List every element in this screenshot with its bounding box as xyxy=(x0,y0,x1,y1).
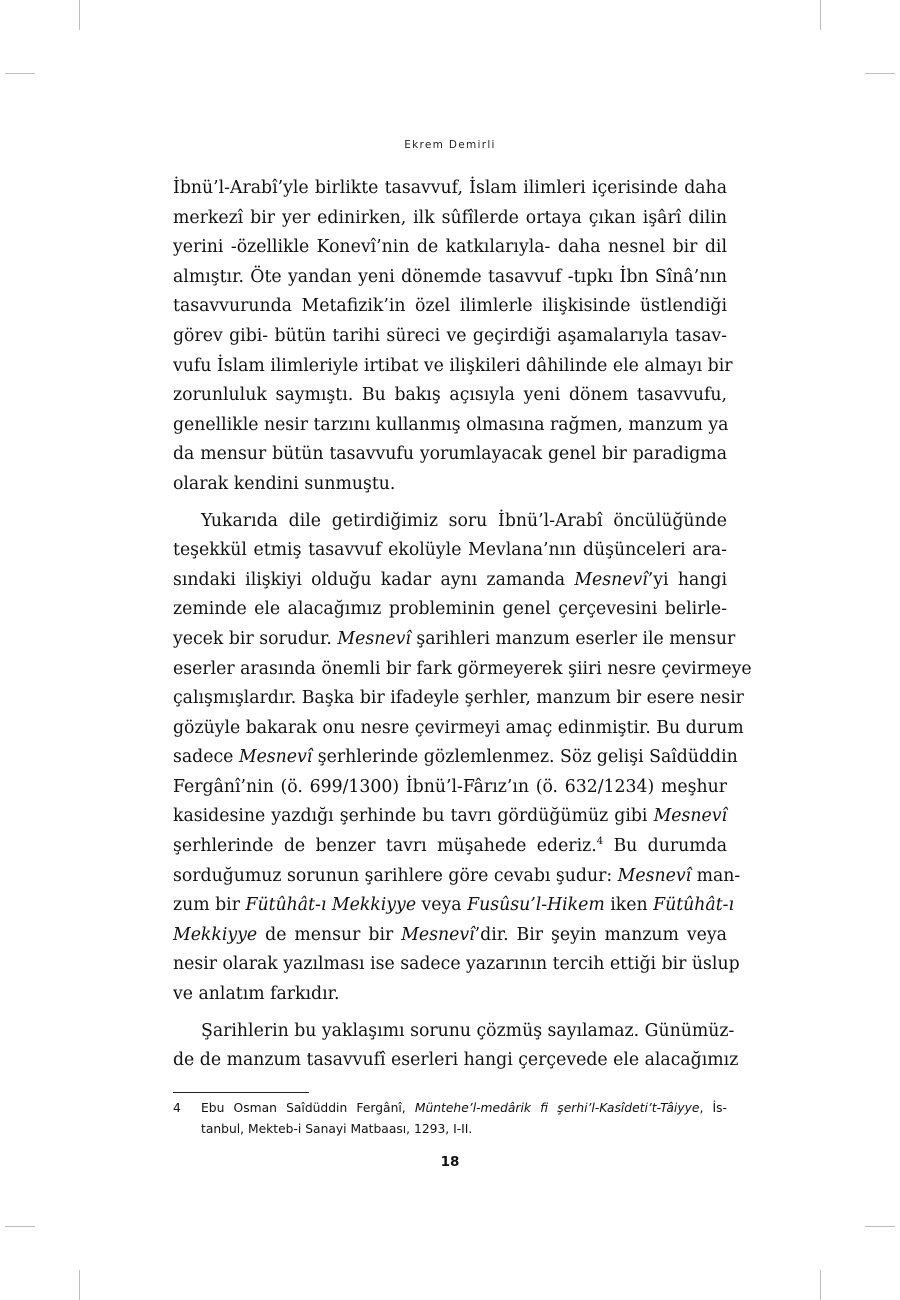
crop-mark xyxy=(820,0,821,30)
text-line: merkezî bir yer edinirken, ilk sûfîlerde ortaya çıkan işârî dilin xyxy=(173,207,727,228)
body-text xyxy=(173,174,752,1076)
page-number: 18 xyxy=(440,1154,460,1170)
text-line: olarak kendini sunmuştu. xyxy=(173,473,396,494)
footnote-number: 4 xyxy=(173,1101,181,1115)
crop-mark xyxy=(5,1226,35,1227)
book-title: Mekkiyye xyxy=(173,924,258,945)
text-line: Mekkiyye de mensur bir Mesnevî’dir. Bir şeyin manzum veya xyxy=(173,924,727,945)
footnote xyxy=(173,1098,727,1140)
text-line: kasidesine yazdığı şerhinde bu tavrı gördüğümüz gibi Mesnevî xyxy=(173,806,727,827)
text-line: zum bir Fütûhât-ı Mekkiyye veya Fusûsu’l-Hikem iken Fütûhât-ı xyxy=(173,895,735,916)
footnote-rule xyxy=(173,1092,309,1093)
crop-mark xyxy=(865,73,895,74)
crop-mark xyxy=(79,1270,80,1300)
text-line: şerhlerinde de benzer tavrı müşahede ederiz.$^4$ Bu durumda xyxy=(173,836,728,857)
text-line: sorduğumuz sorunun şarihlere göre cevabı şudur: Mesnevî man- xyxy=(173,865,741,886)
text-line: eserler arasında önemli bir fark görmeyerek şiiri nesre çevirmeye xyxy=(173,658,752,679)
book-title: Mesnevî xyxy=(574,569,648,590)
text-line: yerini -özellikle Konevî’nin de katkılarıyla- daha nesnel bir dil xyxy=(173,237,727,258)
text-line: sındaki ilişkiyi olduğu kadar aynı zamanda Mesnevî’yi hangi xyxy=(173,569,727,590)
crop-mark xyxy=(5,73,35,74)
book-title: Mesnevî xyxy=(653,806,727,827)
book-title: Mesnevî xyxy=(337,628,411,649)
text-line: de de manzum tasavvufî eserleri hangi çerçevede ele alacağımız xyxy=(173,1050,739,1071)
running-head: Ekrem Demirli xyxy=(404,139,496,151)
text-line: çalışmışlardır. Başka bir ifadeyle şerhler, manzum bir esere nesir xyxy=(173,688,744,709)
paragraph xyxy=(173,507,752,1010)
text-line: nesir olarak yazılması ise sadece yazarının tercih ettiği bir üslup xyxy=(173,954,740,975)
text-line: Şarihlerin bu yaklaşımı sorunu çözmüş sayılamaz. Günümüz- xyxy=(201,1020,735,1041)
book-title: Mesnevî xyxy=(401,924,475,945)
paragraph xyxy=(173,1017,739,1076)
book-title: Mesnevî xyxy=(617,865,692,886)
text-line: zeminde ele alacağımız probleminin genel çerçevesini belirle- xyxy=(173,599,727,620)
footnote-line: tanbul, Mekteb-i Sanayi Matbaası, 1293, I-II. xyxy=(201,1122,473,1136)
book-title: Fusûsu’l-Hikem xyxy=(467,895,605,916)
text-line: da mensur bütün tasavvufu yorumlayacak genel bir paradigma xyxy=(173,444,727,465)
text-line: genellikle nesir tarzını kullanmış olmasına rağmen, manzum ya xyxy=(173,414,729,435)
text-line: zorunluluk saymıştı. Bu bakış açısıyla yeni dönem tasavvufu, xyxy=(173,385,727,406)
footnote-ref: 4 xyxy=(596,836,604,848)
text-line: görev gibi- bütün tarihi süreci ve geçirdiği aşamalarıyla tasav- xyxy=(173,325,727,346)
text-line: yecek bir sorudur. Mesnevî şarihleri manzum eserler ile mensur xyxy=(173,628,736,649)
crop-mark xyxy=(820,1270,821,1300)
book-title: Mesnevî xyxy=(238,747,313,768)
footnote-line: Ebu Osman Saîdüddin Fergânî, Müntehe’l-medârik fi şerhi’l-Kasîdeti’t-Tâiyye, İs- xyxy=(201,1101,727,1115)
paragraph xyxy=(173,174,733,500)
book-title: Fütûhât-ı Mekkiyye xyxy=(245,895,417,916)
crop-mark xyxy=(79,0,80,30)
text-line: teşekkül etmiş tasavvuf ekolüyle Mevlana’nın düşünceleri ara- xyxy=(173,540,727,561)
crop-mark xyxy=(865,1226,895,1227)
text-line: gözüyle bakarak onu nesre çevirmeyi amaç edinmiştir. Bu durum xyxy=(173,717,744,738)
text-line: Yukarıda dile getirdiğimiz soru İbnü’l-Arabî öncülüğünde xyxy=(201,510,727,531)
text-line: sadece Mesnevî şerhlerinde gözlemlenmez. Söz gelişi Saîdüddin xyxy=(173,747,738,768)
text-line: tasavvurunda Metafizik’in özel ilimlerle ilişkisinde üstlendiği xyxy=(173,296,727,317)
text-line: İbnü’l-Arabî’yle birlikte tasavvuf, İslam ilimleri içerisinde daha xyxy=(173,178,727,198)
text-line: ve anlatım farkıdır. xyxy=(173,984,340,1005)
footnote-title: Müntehe’l-medârik fi şerhi’l-Kasîdeti’t-Tâiyye xyxy=(414,1101,700,1115)
text-line: Fergânî’nin (ö. 699/1300) İbnü’l-Fârız’ın (ö. 632/1234) meşhur xyxy=(173,776,727,797)
text-line: vufu İslam ilimleriyle irtibat ve ilişkileri dâhilinde ele almayı bir xyxy=(173,355,733,376)
text-line: almıştır. Öte yandan yeni dönemde tasavvuf -tıpkı İbn Sînâ’nın xyxy=(173,266,727,287)
book-title: Fütûhât-ı xyxy=(653,895,735,916)
